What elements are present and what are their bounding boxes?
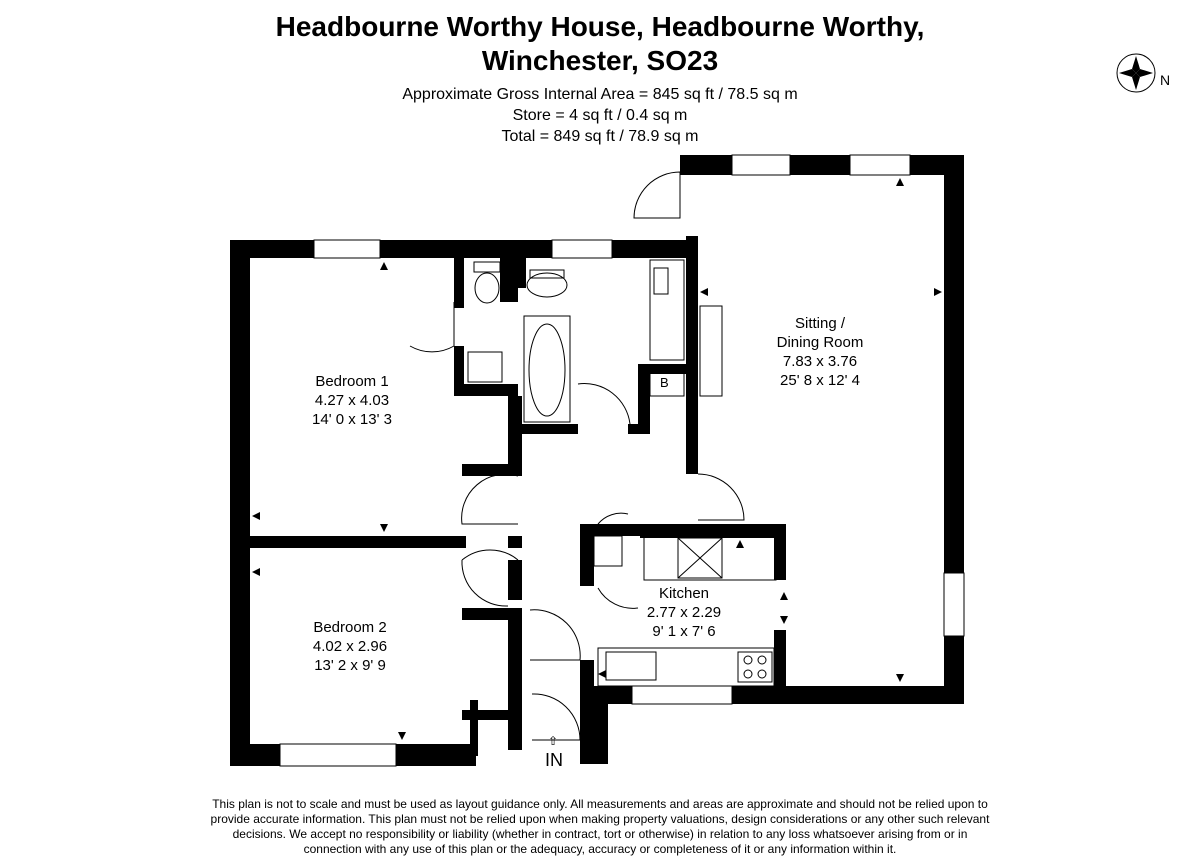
disclaimer-line2: provide accurate information. This plan must not be relied upon when making property valuations, design considerations or any other such relevant xyxy=(210,812,990,826)
kitchen-metric: 2.77 x 2.29 xyxy=(646,604,722,621)
disclaimer-line3: decisions. We accept no responsibility or liability (whether in contract, tort or otherwise) in relation to any loss whatsoever arising from or in xyxy=(232,827,968,841)
disclaimer xyxy=(150,797,1050,857)
total-area: Total = 849 sq ft / 78.9 sq m xyxy=(501,128,699,145)
store-area: Store = 4 sq ft / 0.4 sq m xyxy=(512,107,688,124)
sitting-room-imperial: 25' 8 x 12' 4 xyxy=(780,372,860,389)
sitting-room-label xyxy=(740,314,900,390)
bedroom2-metric: 4.02 x 2.96 xyxy=(312,638,388,655)
north-label: N xyxy=(1160,72,1171,88)
entry-label: IN xyxy=(545,750,563,770)
bedroom1-label xyxy=(272,372,432,429)
kitchen-name: Kitchen xyxy=(658,585,710,602)
bedroom2-imperial: 13' 2 x 9' 9 xyxy=(314,657,386,674)
plan-title-line2: Winchester, SO23 xyxy=(481,45,719,76)
entry-arrow-icon: ⇧ xyxy=(548,734,559,748)
bedroom1-metric: 4.27 x 4.03 xyxy=(314,392,390,409)
bedroom1-imperial: 14' 0 x 13' 3 xyxy=(312,411,392,428)
sitting-room-metric: 7.83 x 3.76 xyxy=(782,353,858,370)
sitting-room-name-2: Dining Room xyxy=(776,334,864,351)
bedroom2-label xyxy=(270,618,430,675)
bedroom2-name: Bedroom 2 xyxy=(313,619,387,636)
boiler-label: B xyxy=(660,375,669,390)
disclaimer-line4: connection with any use of this plan or the adequacy, accuracy or completeness of it or any information within it. xyxy=(303,842,897,856)
sitting-room-name-1: Sitting / xyxy=(794,315,846,332)
gross-area: Approximate Gross Internal Area = 845 sq ft / 78.5 sq m xyxy=(402,86,798,103)
kitchen-label xyxy=(604,584,764,641)
compass-icon xyxy=(1117,54,1155,92)
kitchen-imperial: 9' 1 x 7' 6 xyxy=(652,623,716,640)
disclaimer-line1: This plan is not to scale and must be used as layout guidance only. All measurements and areas are approximate and should not be relied upon to xyxy=(212,797,988,811)
bedroom1-name: Bedroom 1 xyxy=(315,373,389,390)
plan-title-line1: Headbourne Worthy House, Headbourne Worthy, xyxy=(275,11,925,42)
